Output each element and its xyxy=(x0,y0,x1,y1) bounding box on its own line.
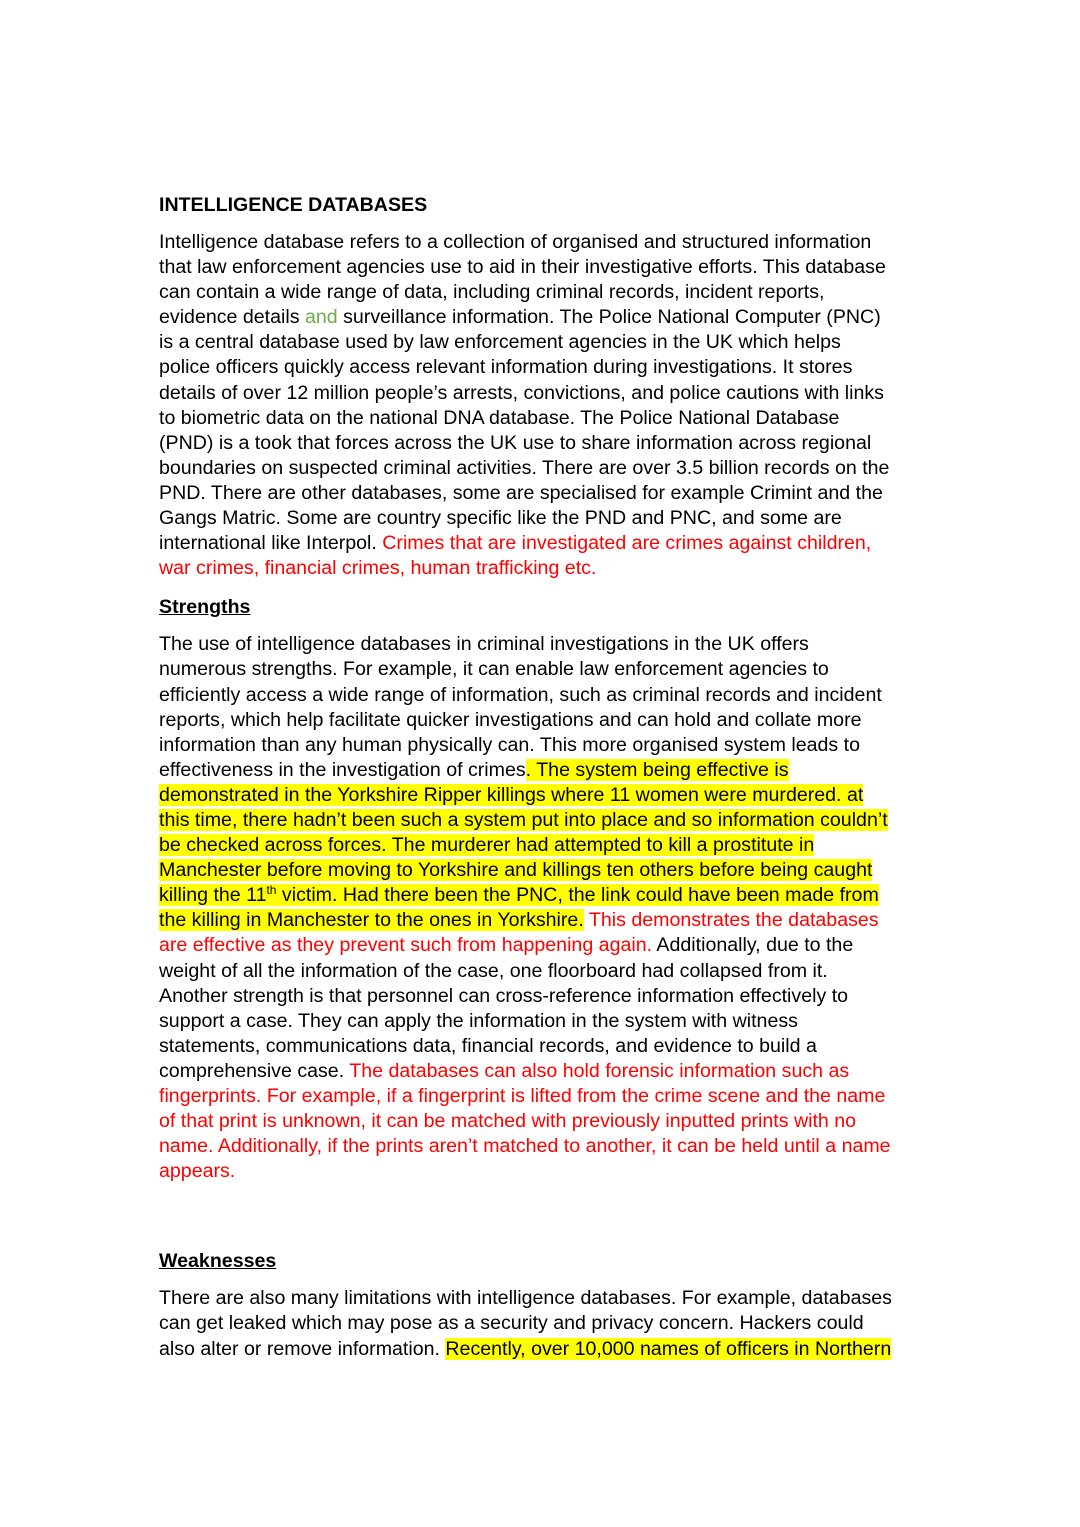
text-line: Intelligence database refers to a collection of organised and structured information xyxy=(159,231,872,253)
text-line xyxy=(159,1059,923,1084)
intro-paragraph xyxy=(159,230,923,581)
highlighted-text: Manchester before moving to Yorkshire and killings ten others before being caught xyxy=(159,859,873,882)
text-line xyxy=(159,883,923,908)
green-word: and xyxy=(304,306,338,329)
text-line xyxy=(159,858,923,883)
text-run: evidence details xyxy=(159,306,305,329)
text-line: can contain a wide range of data, including criminal records, incident reports, xyxy=(159,281,825,304)
text-line: (PND) is a took that forces across the UK use to share information across regional xyxy=(159,431,872,454)
document-page xyxy=(159,193,923,1376)
text-line xyxy=(159,808,923,833)
red-text: are effective as they prevent such from happening again. xyxy=(159,934,653,957)
text-line: Gangs Matric. Some are country specific like the PND and PNC, and some are xyxy=(159,507,842,530)
text-line: that law enforcement agencies use to aid in their investigative efforts. This database xyxy=(159,256,886,279)
highlighted-text: demonstrated in the Yorkshire Ripper killings where 11 women were murdered. at xyxy=(159,783,864,806)
strengths-heading: Strengths xyxy=(159,596,251,619)
red-text: The databases can also hold forensic information such as xyxy=(349,1059,850,1082)
strengths-paragraph xyxy=(159,632,923,1184)
text-line xyxy=(159,833,923,858)
text-line: Another strength is that personnel can cross-reference information effectively to xyxy=(159,984,849,1007)
red-text-line: appears. xyxy=(159,1160,236,1183)
red-text-line: fingerprints. For example, if a fingerprint is lifted from the crime scene and the name xyxy=(159,1085,886,1107)
text-line: weight of all the information of the case, one floorboard had collapsed from it. xyxy=(159,959,828,982)
text-line: information than any human physically can. This more organised system leads to xyxy=(159,733,861,756)
blank-space xyxy=(159,1198,923,1249)
highlighted-text xyxy=(159,884,879,906)
text-line: There are also many limitations with intelligence databases. For example, databases xyxy=(159,1287,892,1310)
text-run: international like Interpol. xyxy=(159,532,383,555)
text-line xyxy=(159,531,923,556)
text-line: PND. There are other databases, some are specialised for example Crimint and the xyxy=(159,481,883,504)
red-text-line: war crimes, financial crimes, human trafficking etc. xyxy=(159,557,597,580)
highlighted-text: Recently, over 10,000 names of officers in Northern xyxy=(445,1337,892,1360)
text-line: statements, communications data, financial records, and evidence to build a xyxy=(159,1034,817,1057)
text-run: Additionally, due to the xyxy=(652,934,854,957)
red-text: This demonstrates the databases xyxy=(583,909,879,932)
text-line: efficiently access a wide range of information, such as criminal records and incident xyxy=(159,683,882,706)
text-run: surveillance information. The Police National Computer (PNC) xyxy=(337,306,881,329)
red-text-line: of that print is unknown, it can be matched with previously inputted prints with no xyxy=(159,1110,857,1133)
highlighted-text: . The system being effective is xyxy=(525,758,789,781)
red-text-line: name. Additionally, if the prints aren’t matched to another, it can be held until a name xyxy=(159,1135,891,1158)
text-line xyxy=(159,305,923,330)
text-run: killing the 11 xyxy=(159,884,267,907)
highlighted-text: be checked across forces. The murderer had attempted to kill a prostitute in xyxy=(159,834,815,857)
document-title: INTELLIGENCE DATABASES xyxy=(159,194,428,216)
text-line: reports, which help facilitate quicker investigations and can hold and collate more xyxy=(159,708,862,731)
text-line xyxy=(159,758,923,783)
text-line: The use of intelligence databases in criminal investigations in the UK offers xyxy=(159,633,809,656)
superscript: th xyxy=(266,883,277,898)
text-line: to biometric data on the national DNA database. The Police National Database xyxy=(159,406,840,429)
weaknesses-paragraph xyxy=(159,1286,923,1361)
text-line xyxy=(159,1337,923,1362)
text-run: victim. Had there been the PNC, the link could have been made from xyxy=(276,884,879,907)
text-run: effectiveness in the investigation of crimes xyxy=(159,758,526,781)
text-line: details of over 12 million people’s arrests, convictions, and police cautions with links xyxy=(159,381,884,404)
highlighted-text: the killing in Manchester to the ones in Yorkshire. xyxy=(159,909,584,932)
text-run: also alter or remove information. xyxy=(159,1337,446,1360)
text-line xyxy=(159,933,923,958)
text-run: comprehensive case. xyxy=(159,1059,350,1082)
text-line: boundaries on suspected criminal activities. There are over 3.5 billion records on the xyxy=(159,456,890,479)
highlighted-text: this time, there hadn’t been such a system put into place and so information couldn’t xyxy=(159,808,888,831)
text-line: can get leaked which may pose as a security and privacy concern. Hackers could xyxy=(159,1312,864,1335)
text-line xyxy=(159,908,923,933)
text-line: is a central database used by law enforcement agencies in the UK which helps xyxy=(159,331,841,354)
text-line xyxy=(159,783,923,808)
red-text: Crimes that are investigated are crimes against children, xyxy=(382,532,872,555)
text-line: police officers quickly access relevant information during investigations. It stores xyxy=(159,356,853,379)
text-line: support a case. They can apply the information in the system with witness xyxy=(159,1009,798,1032)
text-line: numerous strengths. For example, it can enable law enforcement agencies to xyxy=(159,658,829,681)
weaknesses-heading: Weaknesses xyxy=(159,1250,277,1273)
